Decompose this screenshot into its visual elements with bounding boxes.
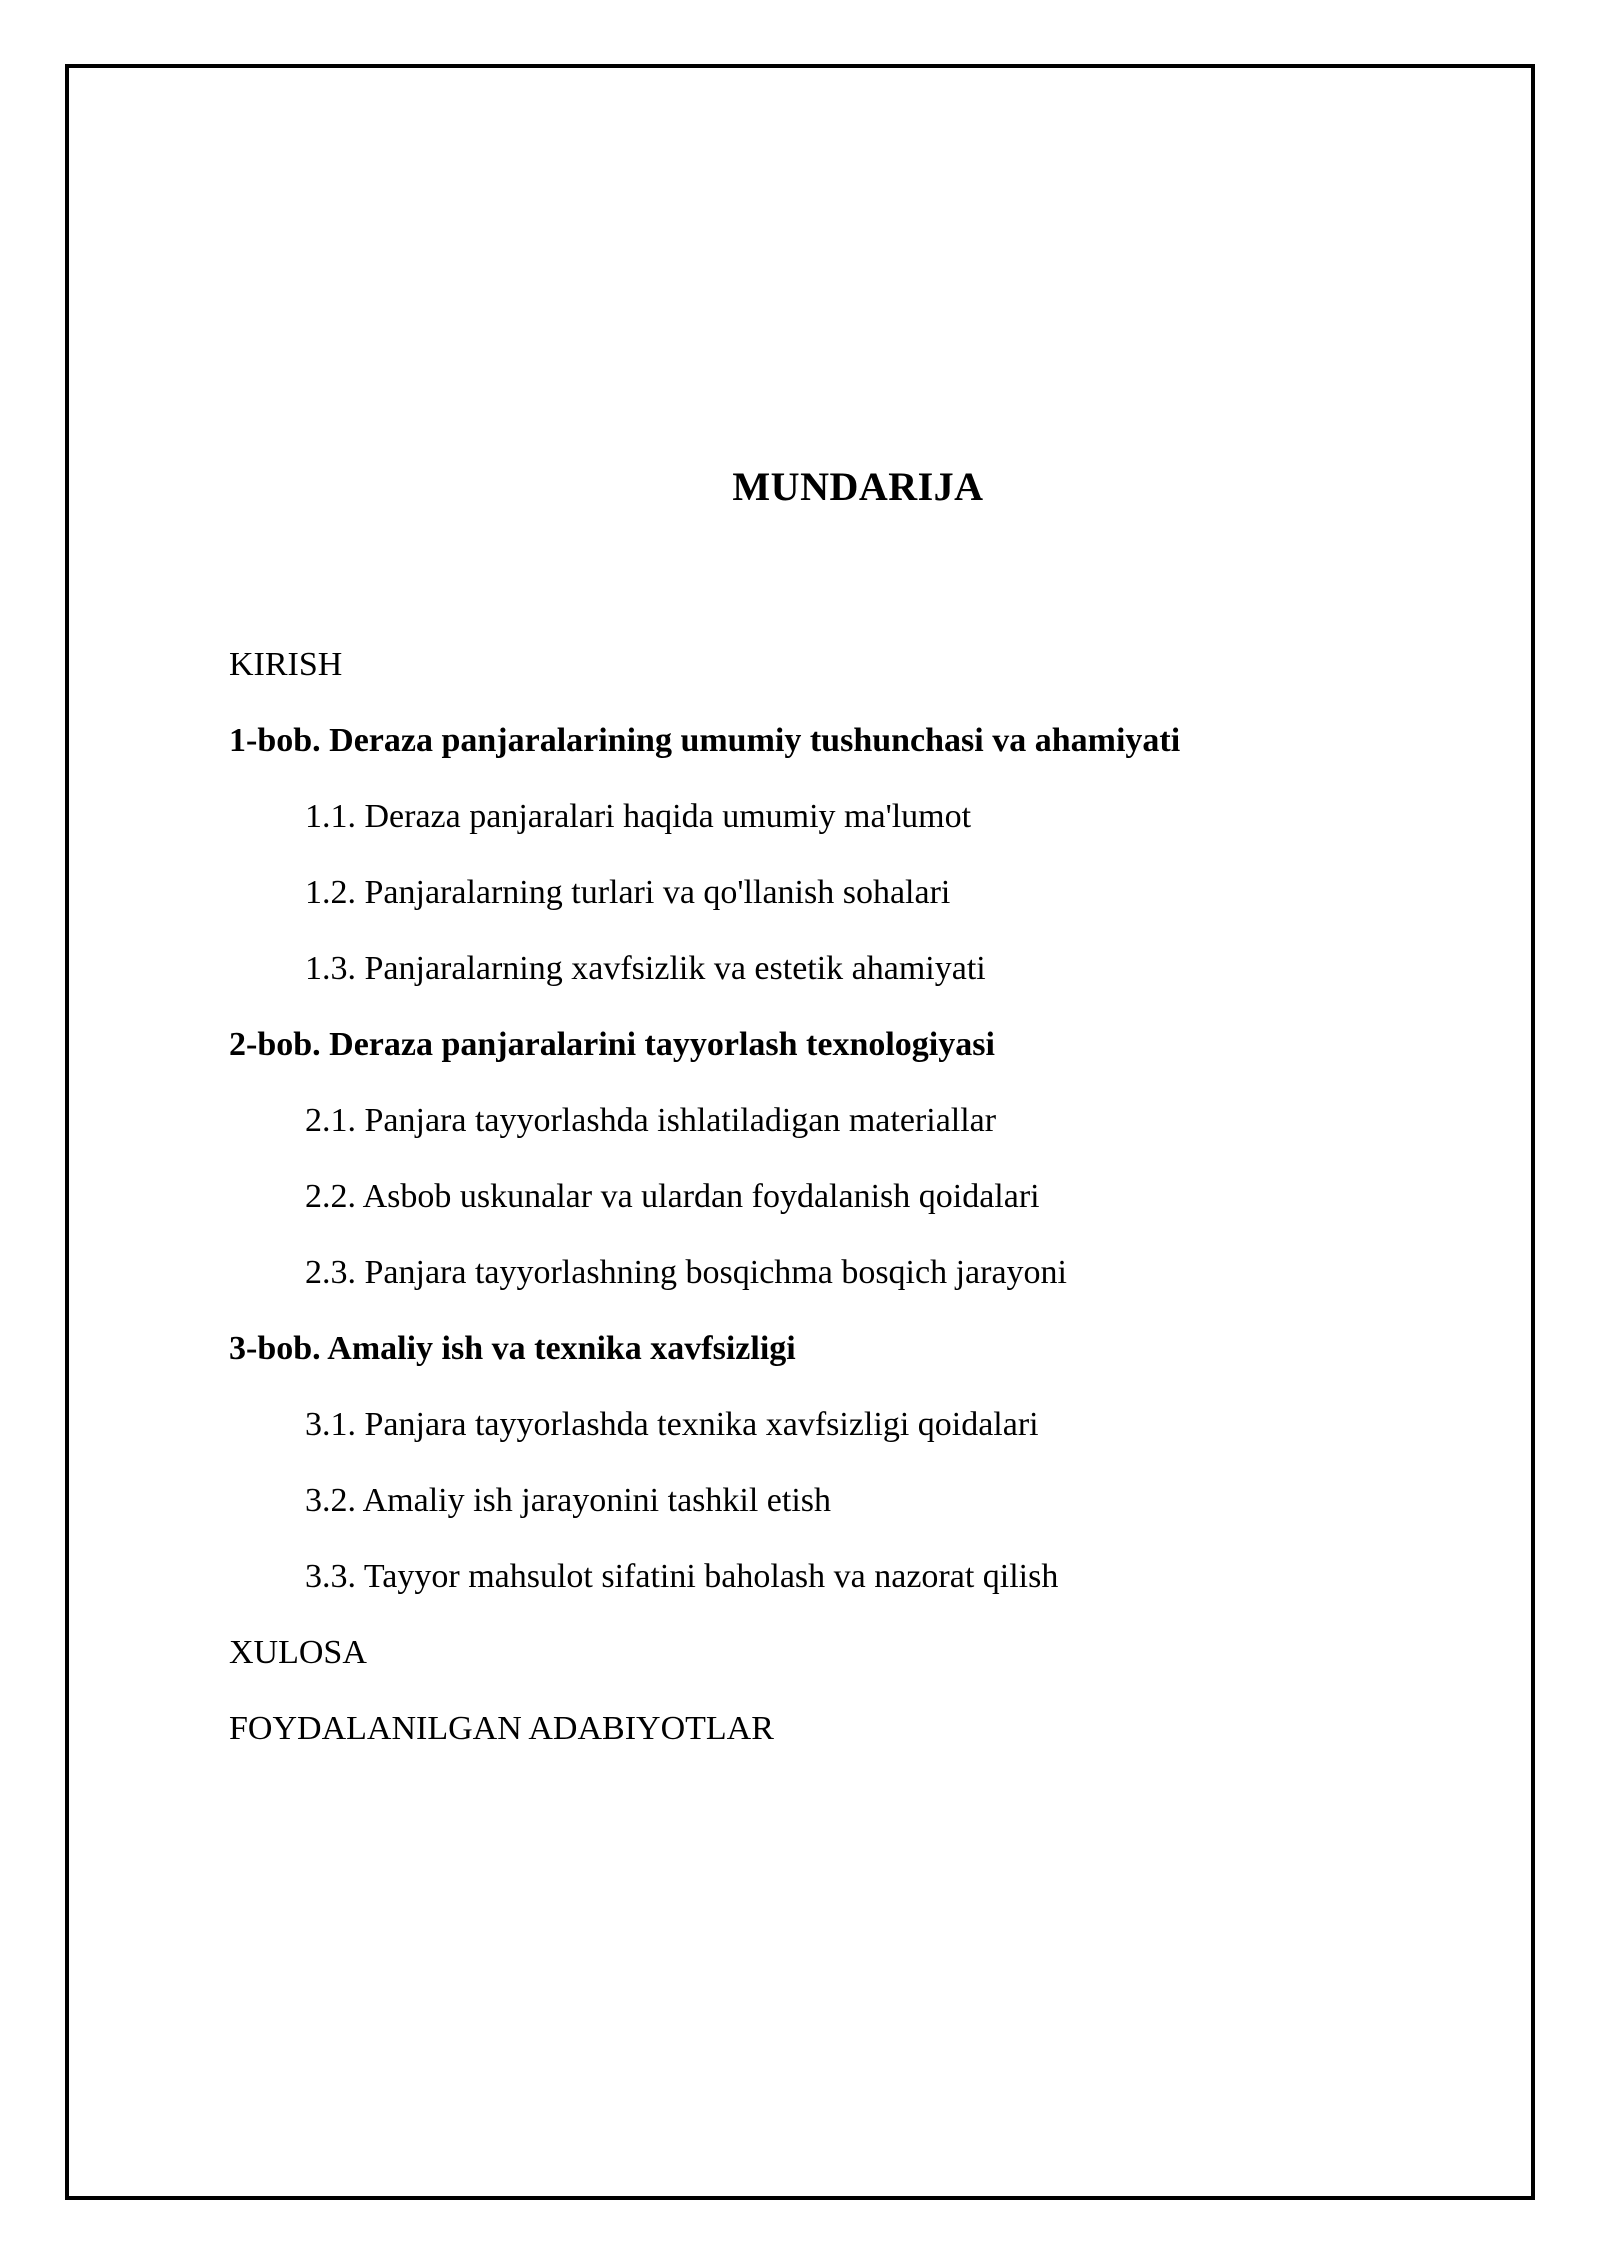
- toc-entry-introduction: KIRISH: [229, 646, 343, 683]
- toc-section-3-3: 3.3. Tayyor mahsulot sifatini baholash va nazorat qilish: [305, 1558, 1059, 1595]
- toc-chapter-2: 2-bob. Deraza panjaralarini tayyorlash texnologiyasi: [229, 1026, 995, 1063]
- toc-section-2-1: 2.1. Panjara tayyorlashda ishlatiladigan materiallar: [305, 1102, 997, 1139]
- toc-section-1-1: 1.1. Deraza panjaralari haqida umumiy ma'lumot: [305, 798, 972, 835]
- toc-section-2-2: 2.2. Asbob uskunalar va ulardan foydalanish qoidalari: [305, 1178, 1040, 1215]
- toc-chapter-1: 1-bob. Deraza panjaralarining umumiy tushunchasi va ahamiyati: [229, 722, 1181, 759]
- table-of-contents: [229, 635, 1479, 1775]
- toc-section-3-2: 3.2. Amaliy ish jarayonini tashkil etish: [305, 1482, 832, 1519]
- toc-section-2-3: 2.3. Panjara tayyorlashning bosqichma bosqich jarayoni: [305, 1254, 1067, 1291]
- toc-chapter-3: 3-bob. Amaliy ish va texnika xavfsizligi: [229, 1330, 796, 1367]
- toc-section-1-3: 1.3. Panjaralarning xavfsizlik va estetik ahamiyati: [305, 950, 986, 987]
- toc-entry-conclusion: XULOSA: [229, 1634, 367, 1671]
- toc-entry-references: FOYDALANILGAN ADABIYOTLAR: [229, 1710, 774, 1747]
- toc-section-3-1: 3.1. Panjara tayyorlashda texnika xavfsizligi qoidalari: [305, 1406, 1039, 1443]
- toc-section-1-2: 1.2. Panjaralarning turlari va qo'llanish sohalari: [305, 874, 951, 911]
- page-title: MUNDARIJA: [732, 464, 984, 509]
